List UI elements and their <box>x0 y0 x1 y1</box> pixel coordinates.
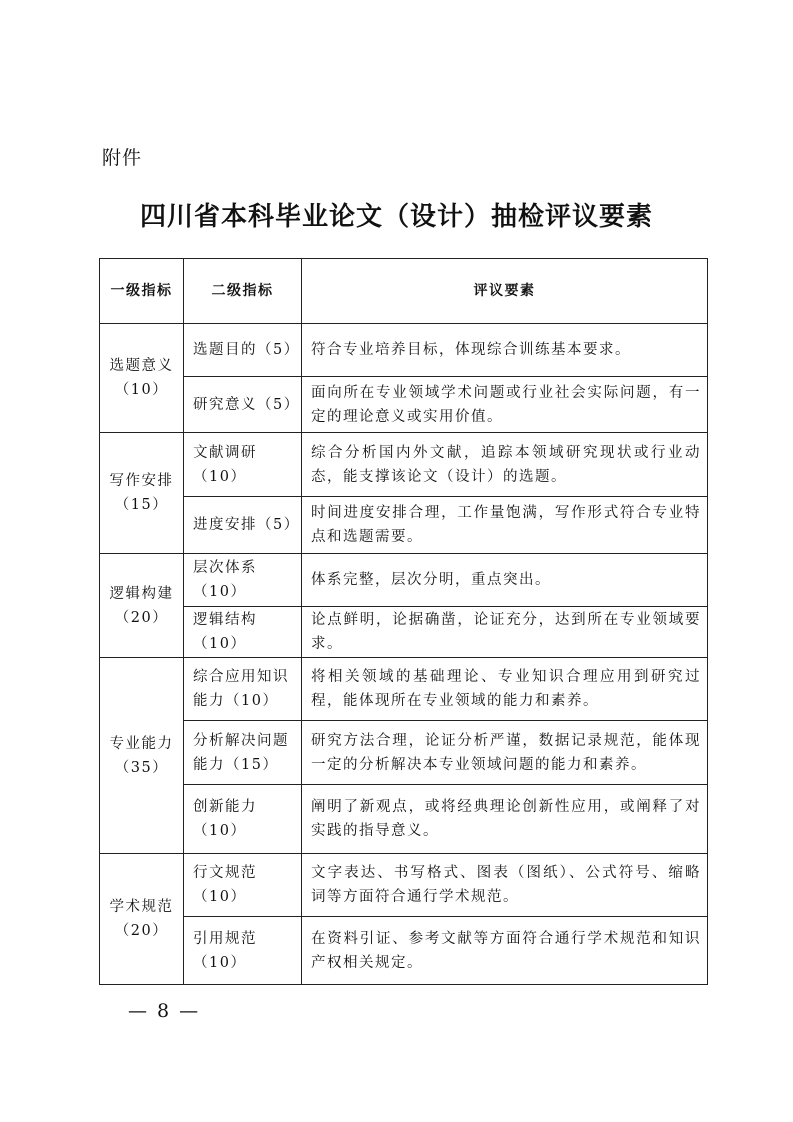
secondary-indicator-cell: 研究意义（5） <box>184 377 302 433</box>
header-primary-indicator: 一级指标 <box>100 259 184 324</box>
table-row <box>100 607 708 658</box>
review-elements-cell: 综合分析国内外文献，追踪本领域研究现状或行业动态，能支撑该论文（设计）的选题。 <box>302 433 708 497</box>
review-elements-cell: 论点鲜明，论据确凿，论证充分，达到所在专业领域要求。 <box>302 607 708 658</box>
review-elements-cell: 研究方法合理，论证分析严谨，数据记录规范，能体现一定的分析解决本专业领域问题的能力和素养。 <box>302 721 708 785</box>
review-elements-cell: 时间进度安排合理，工作量饱满，写作形式符合专业特点和选题需要。 <box>302 497 708 554</box>
attachment-label: 附件 <box>102 147 143 169</box>
review-elements-cell: 将相关领域的基础理论、专业知识合理应用到研究过程，能体现所在专业领域的能力和素养。 <box>302 658 708 721</box>
secondary-indicator-cell: 分析解决问题能力（15） <box>184 721 302 785</box>
table-row <box>100 917 708 985</box>
secondary-indicator-cell: 层次体系（10） <box>184 554 302 607</box>
primary-indicator-cell: 选题意义（10） <box>100 324 184 433</box>
secondary-indicator-cell: 创新能力（10） <box>184 785 302 854</box>
header-review-elements: 评议要素 <box>302 259 708 324</box>
review-elements-cell: 符合专业培养目标，体现综合训练基本要求。 <box>302 324 708 377</box>
document-title: 四川省本科毕业论文（设计）抽检评议要素 <box>139 202 653 232</box>
review-elements-cell: 文字表达、书写格式、图表（图纸）、公式符号、缩略词等方面符合通行学术规范。 <box>302 854 708 917</box>
page-number: — 8 — <box>128 1000 201 1022</box>
table-row <box>100 433 708 497</box>
table-row <box>100 785 708 854</box>
secondary-indicator-cell: 进度安排（5） <box>184 497 302 554</box>
primary-indicator-cell: 写作安排（15） <box>100 433 184 554</box>
secondary-indicator-cell: 引用规范（10） <box>184 917 302 985</box>
table-row <box>100 497 708 554</box>
table-row <box>100 554 708 607</box>
table-row <box>100 324 708 377</box>
secondary-indicator-cell: 逻辑结构（10） <box>184 607 302 658</box>
header-secondary-indicator: 二级指标 <box>184 259 302 324</box>
review-elements-cell: 面向所在专业领域学术问题或行业社会实际问题，有一定的理论意义或实用价值。 <box>302 377 708 433</box>
table-row <box>100 658 708 721</box>
table-header-row <box>100 259 708 324</box>
review-elements-cell: 阐明了新观点，或将经典理论创新性应用，或阐释了对实践的指导意义。 <box>302 785 708 854</box>
secondary-indicator-cell: 行文规范（10） <box>184 854 302 917</box>
secondary-indicator-cell: 文献调研（10） <box>184 433 302 497</box>
secondary-indicator-cell: 综合应用知识能力（10） <box>184 658 302 721</box>
table-row <box>100 854 708 917</box>
secondary-indicator-cell: 选题目的（5） <box>184 324 302 377</box>
review-elements-cell: 在资料引证、参考文献等方面符合通行学术规范和知识产权相关规定。 <box>302 917 708 985</box>
primary-indicator-cell: 学术规范（20） <box>100 854 184 985</box>
review-elements-cell: 体系完整，层次分明，重点突出。 <box>302 554 708 607</box>
primary-indicator-cell: 专业能力（35） <box>100 658 184 854</box>
evaluation-criteria-table <box>99 258 708 985</box>
table-row <box>100 377 708 433</box>
table-row <box>100 721 708 785</box>
primary-indicator-cell: 逻辑构建（20） <box>100 554 184 658</box>
